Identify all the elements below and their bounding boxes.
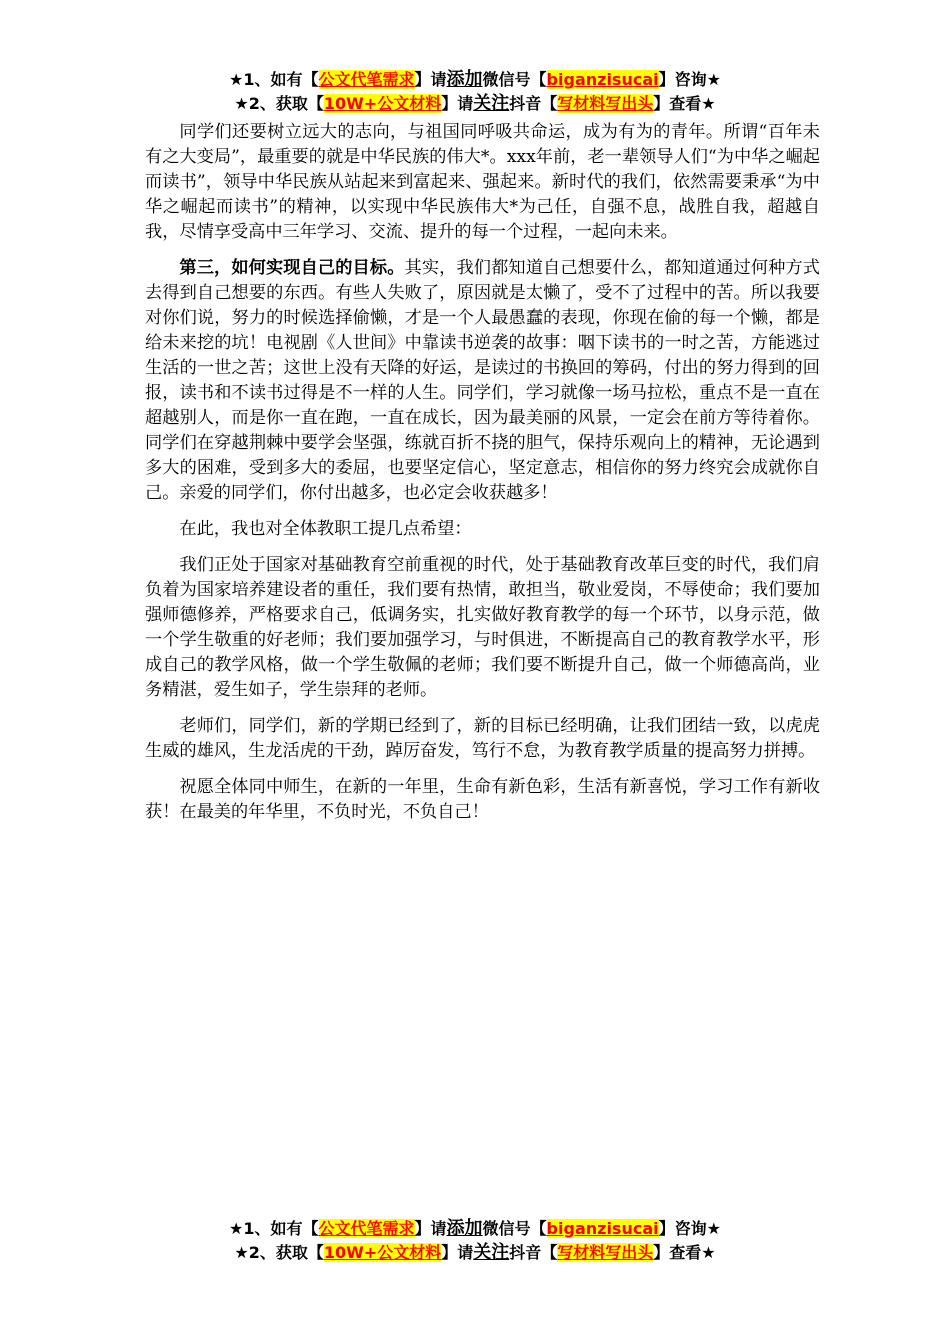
banner-text: ★1、如有【 bbox=[229, 1219, 319, 1238]
banner-line-1 bbox=[0, 1217, 950, 1241]
paragraph: 在此，我也对全体教职工提几点希望： bbox=[179, 519, 472, 539]
banner-text: ★2、获取【 bbox=[234, 94, 324, 113]
banner-text: 】请 bbox=[441, 94, 474, 113]
banner-text: 】咨询★ bbox=[658, 70, 721, 89]
banner-text: 抖音【 bbox=[509, 1243, 558, 1262]
banner-text: 】咨询★ bbox=[658, 1219, 721, 1238]
highlight-douyin-account: 写材料写出头 bbox=[557, 1243, 654, 1262]
section-heading: 第三，如何实现自己的目标。 bbox=[179, 258, 405, 278]
banner-text: 微信号【 bbox=[482, 1219, 547, 1238]
highlight-materials: 10W+公文材料 bbox=[323, 1243, 442, 1262]
paragraph-text: 其实，我们都知道自己想要什么，都知道通过何种方式去得到自己想要的东西。有些人失败了，原因就是太懒了，受不了过程中的苦。所以我要对你们说，努力的时候选择偷懒，才是一个人最愚蠢的表现，你现在偷的每一个懒，都是给未来挖的坑！电视剧《人世间》中靠读书逆袭的故事：咽下读书的一时之苦，方能逃过生活的一世之苦；这世上没有天降的好运，是读过的书换回的筹码，付出的努力得到的回报，读书和不读书过得是不一样的人生。同学们，学习就像一场马拉松，重点不是一直在超越别人，而是你一直在跑，一直在成长，因为最美丽的风景，一定会在前方等待着你。同学们在穿越荆棘中要学会坚强，练就百折不挠的胆气，保持乐观向上的精神，无论遇到多大的困难，受到多大的委屈，也要坚定信心，坚定意志，相信你的努力终究会成就你自己。亲爱的同学们，你付出越多，也必定会收获越多！ bbox=[145, 258, 820, 503]
highlight-service: 公文代笔需求 bbox=[318, 70, 415, 89]
highlight-service: 公文代笔需求 bbox=[318, 1219, 415, 1238]
paragraph: 祝愿全体同中师生，在新的一年里，生命有新色彩，生活有新喜悦，学习工作有新收获！在最美的年华里，不负时光，不负自己！ bbox=[145, 777, 820, 822]
paragraph: 同学们还要树立远大的志向，与祖国同呼吸共命运，成为有为的青年。所谓“百年未有之大变局”，最重要的就是中华民族的伟大*。xxx年前，老一辈领导人们“为中华之崛起而读书”，领导中华民族从站起来到富起来、强起来。新时代的我们，依然需要秉承“为中华之崛起而读书”的精神，以实现中华民族伟大*为己任，自强不息，战胜自我，超越自我，尽情享受高中三年学习、交流、提升的每一个过程，一起向未来。 bbox=[145, 122, 820, 242]
banner-emphasis: 关注 bbox=[473, 1242, 510, 1263]
banner-emphasis: 添加 bbox=[446, 69, 483, 90]
highlight-wechat-id: biganzisucai bbox=[546, 70, 659, 89]
banner-emphasis: 添加 bbox=[446, 1218, 483, 1239]
banner-line-2 bbox=[0, 1241, 950, 1265]
header-banner bbox=[0, 68, 950, 116]
banner-text: 微信号【 bbox=[482, 70, 547, 89]
highlight-materials: 10W+公文材料 bbox=[323, 94, 442, 113]
banner-text: 】请 bbox=[414, 70, 447, 89]
highlight-wechat-id: biganzisucai bbox=[546, 1219, 659, 1238]
banner-text: ★1、如有【 bbox=[229, 70, 319, 89]
banner-text: 抖音【 bbox=[509, 94, 558, 113]
banner-text: 】请 bbox=[441, 1243, 474, 1262]
banner-emphasis: 关注 bbox=[473, 93, 510, 114]
banner-text: 】查看★ bbox=[653, 1243, 716, 1262]
highlight-douyin-account: 写材料写出头 bbox=[557, 94, 654, 113]
document-body bbox=[145, 120, 820, 836]
paragraph: 老师们，同学们，新的学期已经到了，新的目标已经明确，让我们团结一致，以虎虎生威的雄风，生龙活虎的干劲，踔厉奋发，笃行不怠，为教育教学质量的提高努力拼搏。 bbox=[145, 716, 820, 761]
paragraph bbox=[145, 256, 820, 506]
footer-banner bbox=[0, 1217, 950, 1265]
paragraph: 我们正处于国家对基础教育空前重视的时代，处于基础教育改革巨变的时代，我们肩负着为国家培养建设者的重任，我们要有热情，敢担当，敬业爱岗，不辱使命；我们要加强师德修养，严格要求自己，低调务实，扎实做好教育教学的每一个环节，以身示范，做一个学生敬重的好老师；我们要加强学习，与时俱进，不断提高自己的教育教学水平，形成自己的教学风格，做一个学生敬佩的老师；我们要不断提升自己，做一个师德高尚，业务精湛，爱生如子，学生崇拜的老师。 bbox=[145, 555, 820, 700]
banner-line-2 bbox=[0, 92, 950, 116]
banner-text: 】请 bbox=[414, 1219, 447, 1238]
banner-text: 】查看★ bbox=[653, 94, 716, 113]
banner-text: ★2、获取【 bbox=[234, 1243, 324, 1262]
banner-line-1 bbox=[0, 68, 950, 92]
